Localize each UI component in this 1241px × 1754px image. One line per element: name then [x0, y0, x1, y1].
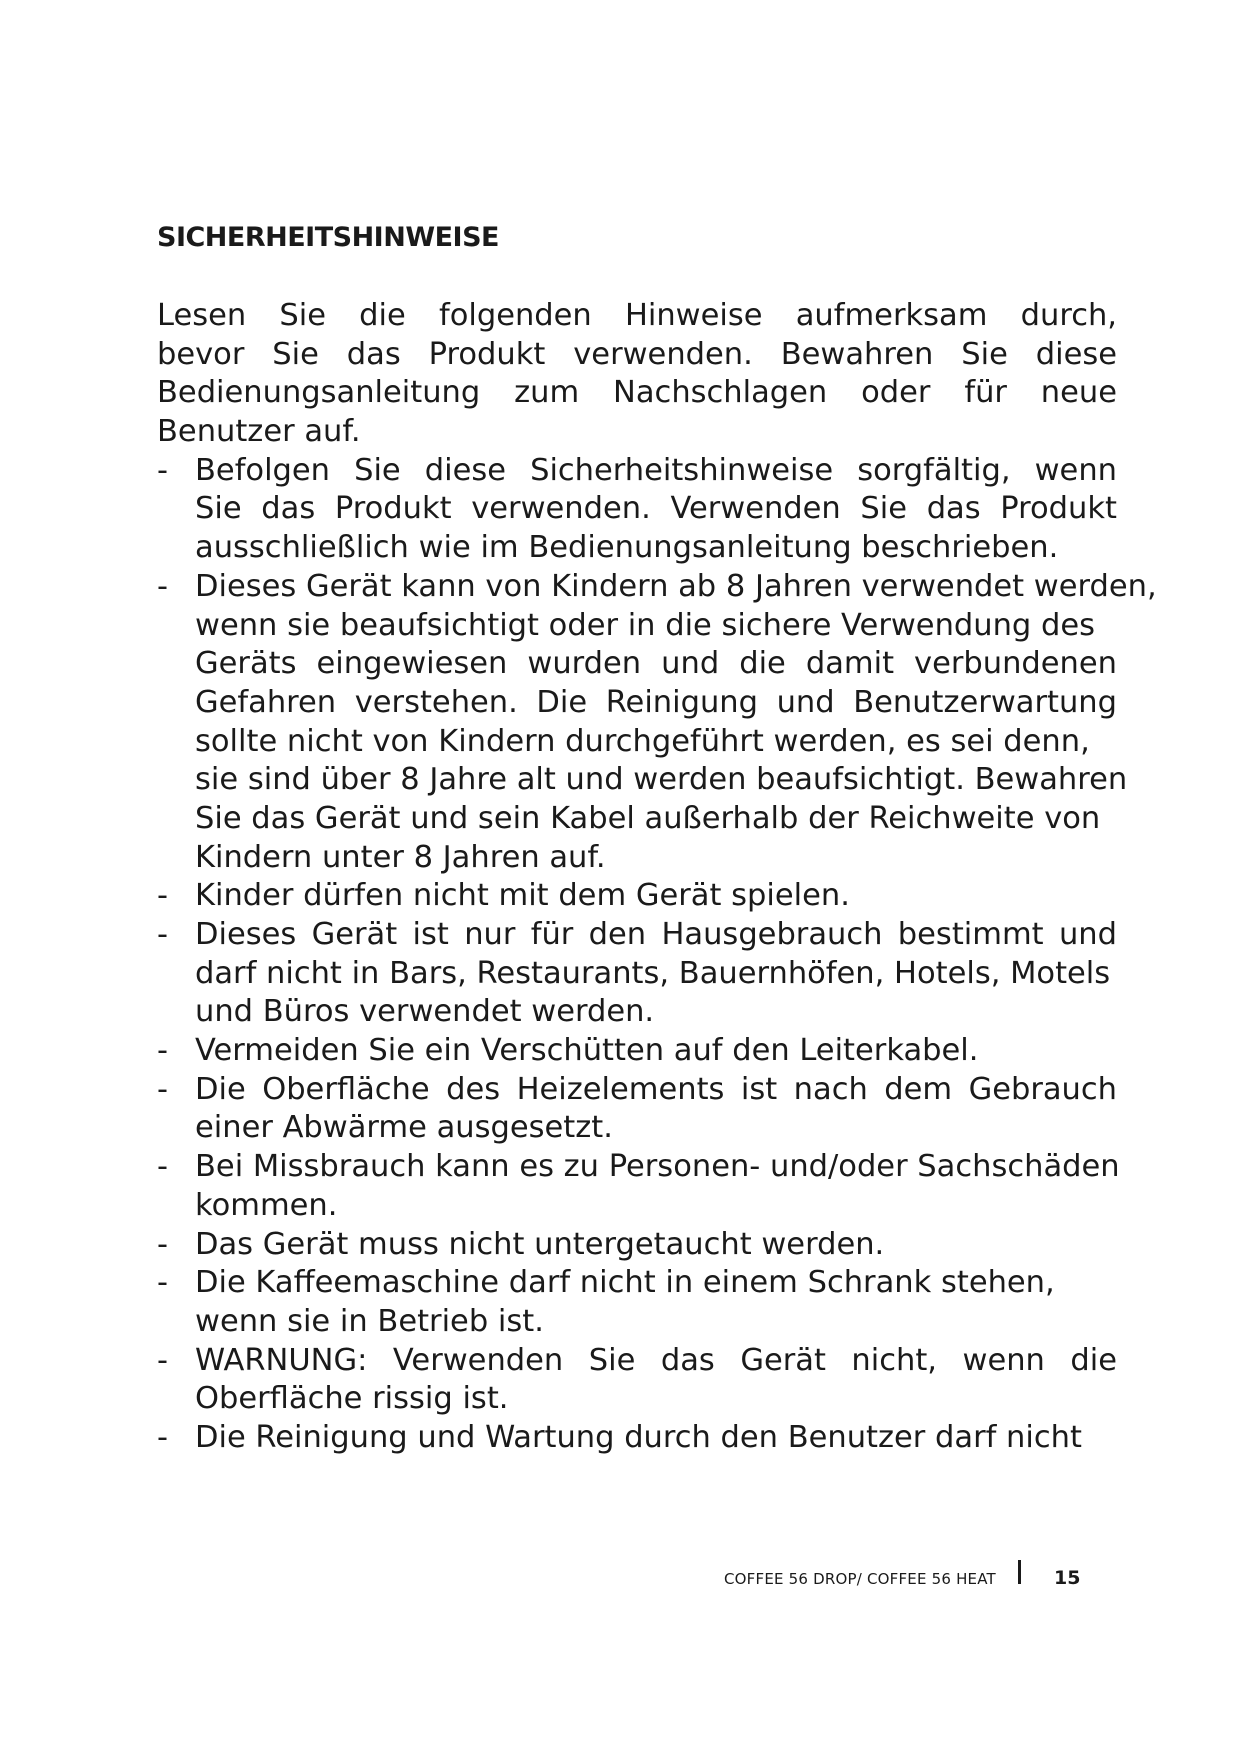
list-item-line: Sie das Produkt verwenden. Verwenden Sie das Produkt	[195, 491, 1117, 527]
list-dash: -	[157, 568, 169, 604]
list-dash: -	[157, 452, 169, 488]
list-item-line: Die Reinigung und Wartung durch den Benutzer darf nicht	[195, 1419, 1082, 1455]
list-item-line: Dieses Gerät ist nur für den Hausgebrauch bestimmt und	[195, 917, 1117, 952]
list-item-line: Die Kaffeemaschine darf nicht in einem Schrank stehen,	[195, 1265, 1055, 1301]
list-item-line: wenn sie beaufsichtigt oder in die sichere Verwendung des	[195, 607, 1095, 643]
page-number: 15	[1054, 1567, 1081, 1589]
page-heading: SICHERHEITSHINWEISE	[157, 222, 499, 253]
list-dash: -	[157, 1342, 169, 1378]
list-item-line: darf nicht in Bars, Restaurants, Bauernhöfen, Hotels, Motels	[195, 955, 1111, 991]
footer-product-name: COFFEE 56 DROP/ COFFEE 56 HEAT	[724, 1570, 996, 1588]
list-item-line: Oberfläche rissig ist.	[195, 1381, 509, 1417]
list-item	[157, 1148, 1120, 1225]
list-item-line: kommen.	[195, 1187, 338, 1223]
list-item	[157, 1419, 1117, 1458]
intro-line: Benutzer auf.	[157, 414, 361, 450]
list-item-line: Kinder dürfen nicht mit dem Gerät spielen.	[195, 878, 850, 914]
list-item-line: Dieses Gerät kann von Kindern ab 8 Jahren verwendet werden,	[195, 568, 1157, 604]
list-item-line: Gefahren verstehen. Die Reinigung und Benutzerwartung	[195, 684, 1117, 720]
list-dash: -	[157, 1419, 169, 1455]
list-item-line: sie sind über 8 Jahre alt und werden beaufsichtigt. Bewahren	[195, 762, 1128, 798]
list-item	[157, 1342, 1117, 1419]
list-dash: -	[157, 1265, 169, 1301]
list-item-line: Vermeiden Sie ein Verschütten auf den Leiterkabel.	[195, 1033, 979, 1069]
list-dash: -	[157, 1071, 169, 1107]
intro-paragraph	[157, 297, 1117, 452]
list-item-line: Sie das Gerät und sein Kabel außerhalb der Reichweite von	[195, 800, 1101, 836]
list-item-line: Bei Missbrauch kann es zu Personen- und/oder Sachschäden	[195, 1149, 1120, 1185]
list-dash: -	[157, 878, 169, 914]
list-item	[157, 568, 1157, 878]
list-item-line: wenn sie in Betrieb ist.	[195, 1303, 544, 1339]
list-item-line: ausschließlich wie im Bedienungsanleitung beschrieben.	[195, 530, 1059, 566]
list-item-line: Das Gerät muss nicht untergetaucht werden.	[195, 1226, 885, 1262]
list-dash: -	[157, 917, 169, 952]
list-item	[157, 1264, 1117, 1341]
list-dash: -	[157, 1149, 169, 1185]
list-item-line: und Büros verwendet werden.	[195, 994, 655, 1030]
footer-divider	[1018, 1560, 1021, 1584]
list-dash: -	[157, 1033, 169, 1069]
list-item	[157, 1226, 1117, 1265]
list-item-line: Die Oberfläche des Heizelements ist nach dem Gebrauch	[195, 1071, 1117, 1107]
list-item	[157, 1071, 1117, 1148]
list-item-line: WARNUNG: Verwenden Sie das Gerät nicht, wenn die	[195, 1342, 1117, 1378]
list-item	[157, 1032, 1117, 1071]
list-item-line: einer Abwärme ausgesetzt.	[195, 1110, 613, 1146]
intro-line: bevor Sie das Produkt verwenden. Bewahren Sie diese	[157, 336, 1117, 372]
list-item	[157, 877, 1117, 916]
list-item	[157, 452, 1117, 568]
list-item-line: Kindern unter 8 Jahren auf.	[195, 839, 606, 875]
list-item-line: Befolgen Sie diese Sicherheitshinweise sorgfältig, wenn	[195, 452, 1117, 488]
intro-line: Bedienungsanleitung zum Nachschlagen oder für neue	[157, 375, 1117, 411]
list-item-line: Geräts eingewiesen wurden und die damit verbundenen	[195, 646, 1117, 682]
list-item	[157, 916, 1117, 1032]
intro-line: Lesen Sie die folgenden Hinweise aufmerksam durch,	[157, 298, 1117, 333]
list-dash: -	[157, 1226, 169, 1262]
list-item-line: sollte nicht von Kindern durchgeführt werden, es sei denn,	[195, 723, 1090, 759]
safety-list	[157, 452, 1157, 1458]
document-body	[157, 297, 1157, 1458]
